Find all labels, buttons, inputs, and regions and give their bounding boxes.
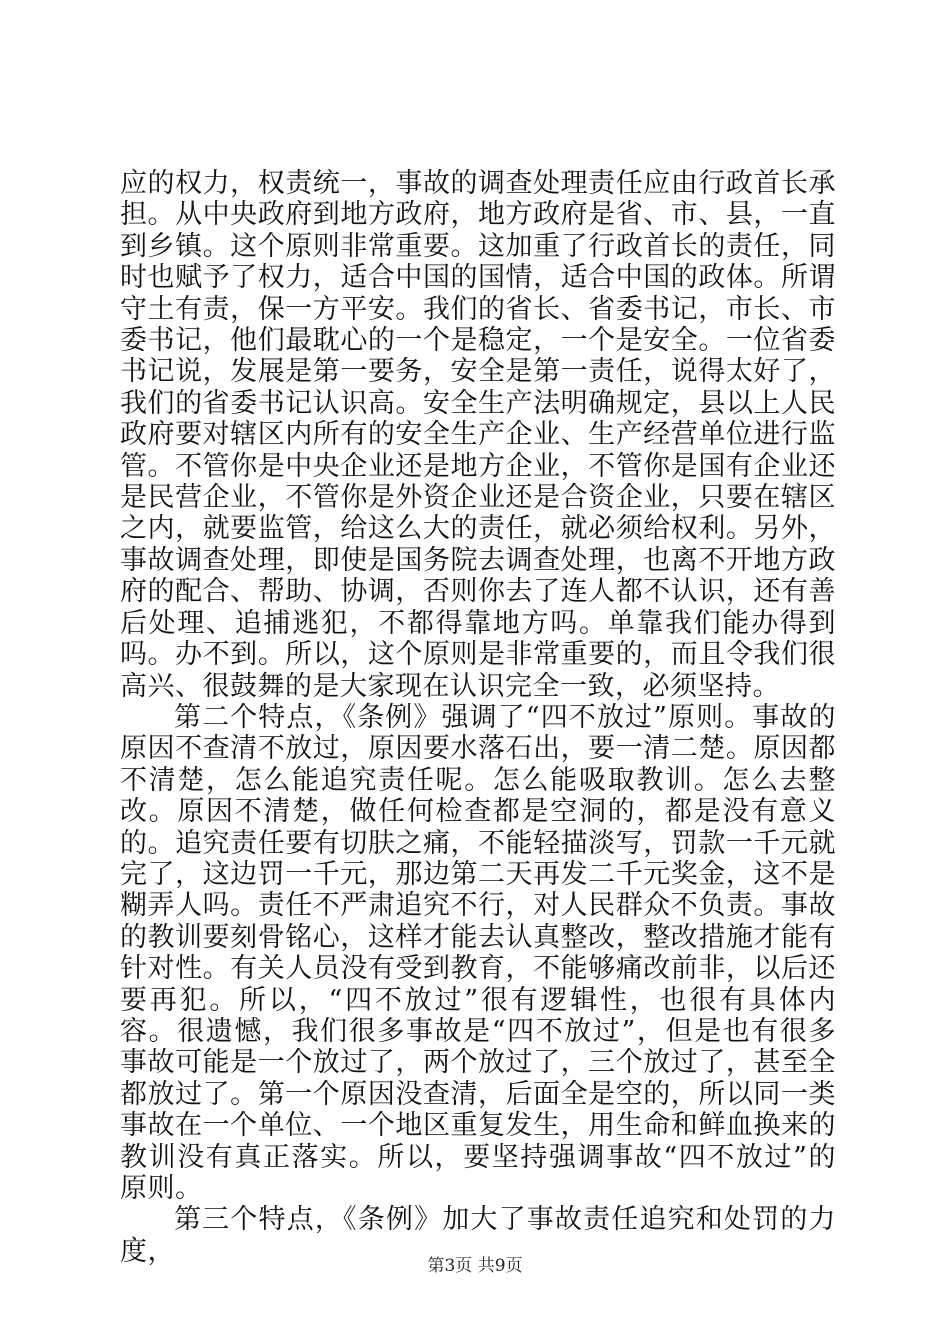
- page-number-footer: 第3页 共9页: [427, 1256, 523, 1276]
- paragraph-1: 应的权力，权责统一，事故的调查处理责任应由行政首长承担。从中央政府到地方政府，地方政府是省、市、县，一直到乡镇。这个原则非常重要。这加重了行政首长的责任，同时也赋予了权力，适合中国的国情，适合中国的政体。所谓守土有责，保一方平安。我们的省长、省委书记，市长、市委书记，他们最耽心的一个是稳定，一个是安全。一位省委书记说，发展是第一要务，安全是第一责任，说得太好了，我们的省委书记认识高。安全生产法明确规定，县以上人民政府要对辖区内所有的安全生产企业、生产经营单位进行监管。不管你是中央企业还是地方企业，不管你是国有企业还是民营企业，不管你是外资企业还是合资企业，只要在辖区之内，就要监管，给这么大的责任，就必须给权利。另外，事故调查处理，即使是国务院去调查处理，也离不开地方政府的配合、帮助、协调，否则你去了连人都不认识，还有善后处理、追捕逃犯，不都得靠地方吗。单靠我们能办得到吗。办不到。所以，这个原则是非常重要的，而且令我们很高兴、很鼓舞的是大家现在认识完全一致，必须坚持。: [120, 168, 836, 702]
- document-body: [120, 168, 836, 1267]
- paragraph-3: 第三个特点，《条例》加大了事故责任追究和处罚的力度，: [120, 1204, 836, 1267]
- paragraph-2: 第二个特点，《条例》强调了“四不放过”原则。事故的原因不查清不放过，原因要水落石出，要一清二楚。原因都不清楚，怎么能追究责任呢。怎么能吸取教训。怎么去整改。原因不清楚，做任何检查都是空洞的，都是没有意义的。追究责任要有切肤之痛，不能轻描淡写，罚款一千元就完了，这边罚一千元，那边第二天再发二千元奖金，这不是糊弄人吗。责任不严肃追究不行，对人民群众不负责。事故的教训要刻骨铭心，这样才能去认真整改，整改措施才能有针对性。有关人员没有受到教育，不能够痛改前非，以后还要再犯。所以，“四不放过”很有逻辑性，也很有具体内容。很遗憾，我们很多事故是“四不放过”，但是也有很多事故可能是一个放过了，两个放过了，三个放过了，甚至全都放过了。第一个原因没查清，后面全是空的，所以同一类事故在一个单位、一个地区重复发生，用生命和鲜血换来的教训没有真正落实。所以，要坚持强调事故“四不放过”的原则。: [120, 701, 836, 1204]
